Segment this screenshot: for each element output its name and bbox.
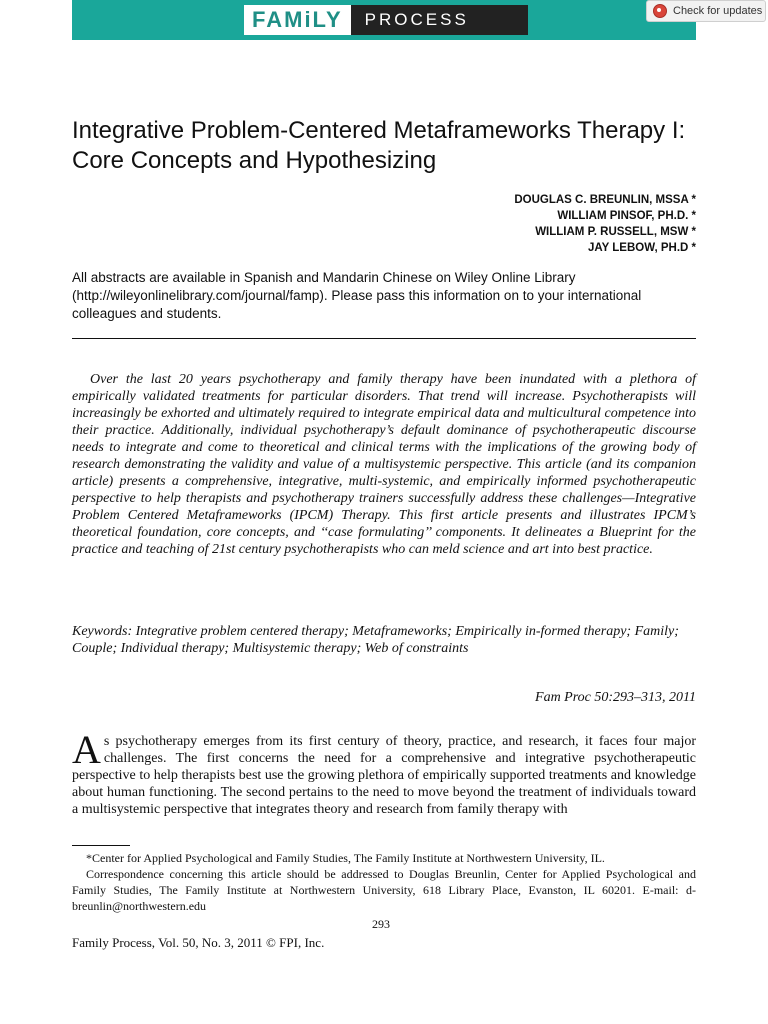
check-for-updates-label: Check for updates <box>673 5 763 17</box>
body-text: s psychotherapy emerges from its first century of theory, practice, and research, it faces four major challenges. The first concerns the need for a comprehensive and integrative psychotherapeutic perspective to help therapists best use the growing plethora of empirically supported treatments and knowledge about human functioning. The second pertains to the need to move beyond the treatment of individuals toward a multisystemic perspective that integrates theory and research from family therapy with <box>72 734 696 817</box>
author-item: WILLIAM P. RUSSELL, MSW * <box>535 226 696 238</box>
logo-family-text: FAMiLY <box>244 5 351 35</box>
body-paragraph <box>72 727 696 818</box>
author-item: WILLIAM PINSOF, PH.D. * <box>557 210 696 222</box>
citation: Fam Proc 50:293–313, 2011 <box>535 690 696 705</box>
author-list <box>514 192 696 256</box>
crossmark-icon <box>653 4 667 18</box>
divider <box>72 338 696 339</box>
author-item: JAY LEBOW, PH.D * <box>587 242 696 254</box>
logo-process-text: PROCESS <box>364 10 469 29</box>
footnote-affiliation: *Center for Applied Psychological and Family Studies, The Family Institute at Northwestern University, IL. <box>86 851 605 865</box>
footnote-correspondence: Correspondence concerning this article should be addressed to Douglas Breunlin, Center for Applied Psychological and Family Studies, The Family Institute at Northwestern University, 618 Library Place, Evanston, IL 60201. E-mail: d-breunlin@northwestern.edu <box>72 867 696 913</box>
check-for-updates-button[interactable] <box>646 0 766 22</box>
page-number: 293 <box>372 917 390 931</box>
article-title: Integrative Problem-Centered Metaframeworks Therapy I: Core Concepts and Hypothesizing <box>72 117 686 174</box>
abstract: Over the last 20 years psychotherapy and family therapy have been inundated with a plethora of empirically validated treatments for particular disorders. That trend will increase. Psychotherapists will increasingly be exhorted and ultimately required to integrate empirical data and multicultural competence into their practice. Additionally, individual psychotherapy’s default dominance of psychotherapeutic discourse needs to integrate and come to theoretical and clinical terms with the implications of the growing body of research demonstrating the validity and value of a multisystemic perspective. This article (and its companion article) presents a comprehensive, integrative, multi-systemic, and empirically informed psychotherapeutic perspective to help therapists and psychotherapy trainers successfully address these challenges—Integrative Problem Centered Metaframeworks (IPCM) Therapy. This first article presents and illustrates IPCM’s theoretical foundation, core concepts, and ‘‘case formulating’’ components. It delineates a Blueprint for the practice and teaching of 21st century psychotherapists who can meld science and art into best practice. <box>72 372 696 557</box>
drop-cap: A <box>72 727 101 772</box>
keywords: Keywords: Integrative problem centered therapy; Metaframeworks; Empirically in-formed therapy; Family; Couple; Individual therapy; Multisystemic therapy; Web of constraints <box>72 624 679 656</box>
footnote-divider <box>72 845 130 846</box>
author-item: DOUGLAS C. BREUNLIN, MSSA * <box>514 194 696 206</box>
abstract-language-note: All abstracts are available in Spanish and Mandarin Chinese on Wiley Online Library (http://wileyonlinelibrary.com/journal/famp). Please pass this information on to your international colleagues and students. <box>72 270 642 321</box>
footnotes <box>72 850 696 914</box>
journal-logo <box>244 5 528 35</box>
page-footer: Family Process, Vol. 50, No. 3, 2011 © FPI, Inc. <box>72 935 325 950</box>
